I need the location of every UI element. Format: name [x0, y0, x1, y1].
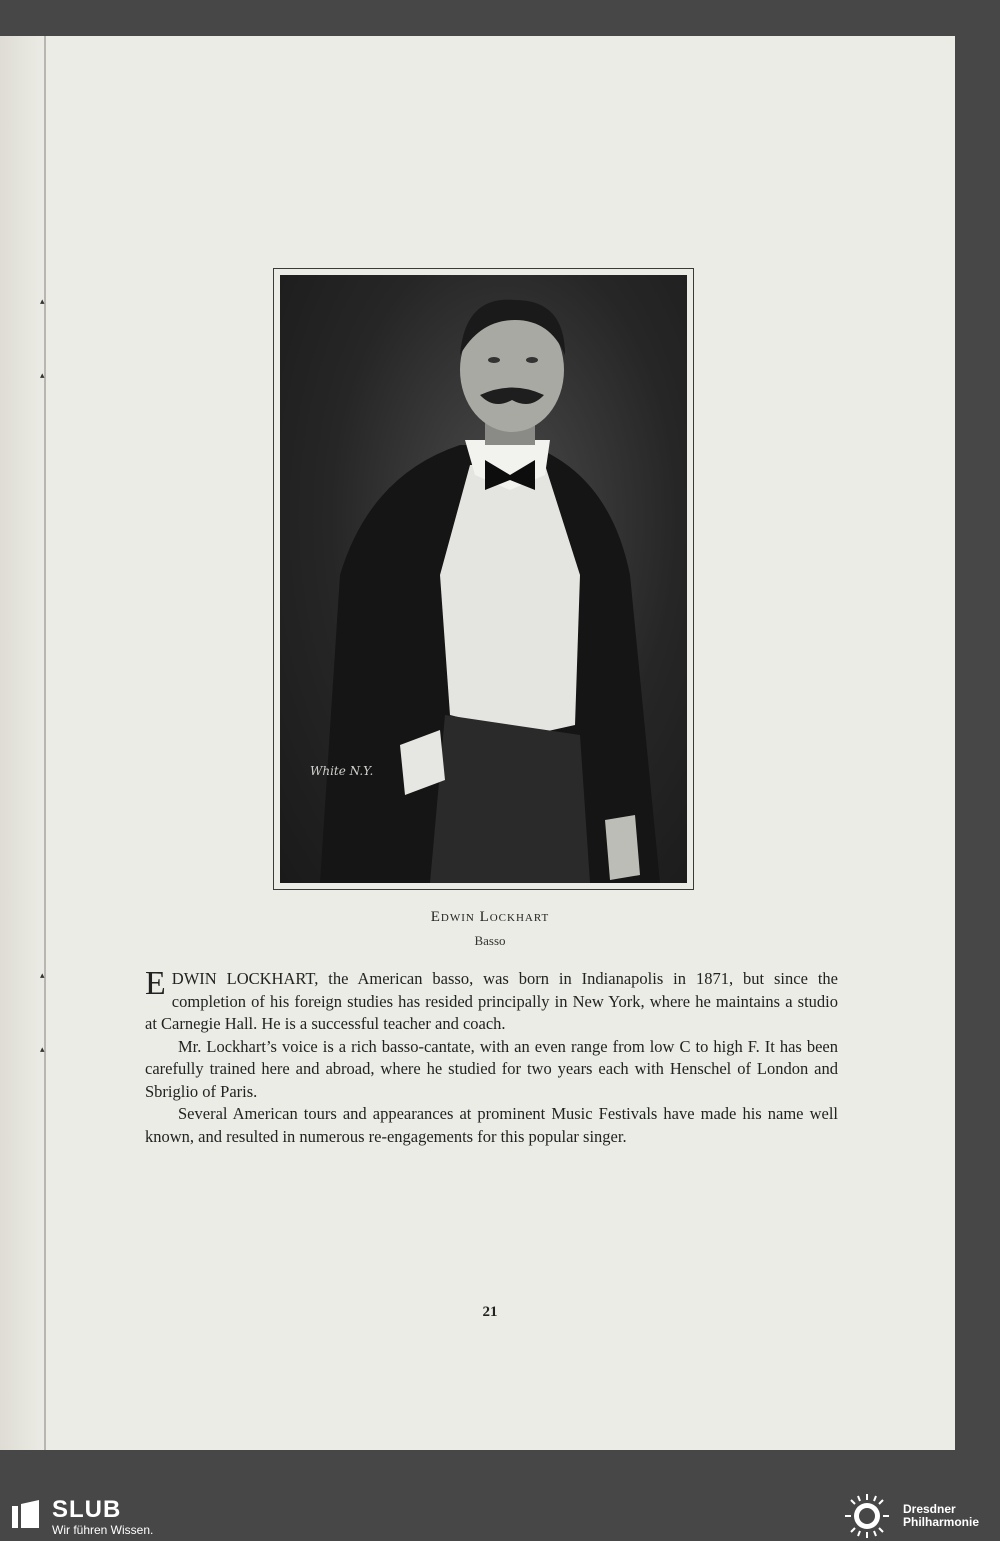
- slub-tagline: Wir führen Wissen.: [52, 1523, 154, 1537]
- eye: [488, 357, 500, 363]
- caption-role: Basso: [474, 933, 506, 948]
- portrait-illustration: [280, 275, 687, 883]
- eye: [526, 357, 538, 363]
- staple-mark: ▴: [40, 296, 45, 306]
- staple-mark: ▴: [40, 1044, 45, 1054]
- trousers-shape: [430, 715, 590, 883]
- caption-name: Edwin Lockhart: [430, 909, 550, 925]
- staple-mark: ▴: [40, 370, 45, 380]
- slub-name[interactable]: SLUB: [52, 1496, 122, 1523]
- viewer-footer: [0, 1490, 1000, 1541]
- photographer-signature: White N.Y.: [310, 764, 374, 778]
- page-spine-shadow: [0, 36, 46, 1450]
- staple-mark: ▴: [40, 970, 45, 980]
- biography-text: [145, 965, 838, 1148]
- portrait-photo: [280, 275, 687, 883]
- right-hand: [605, 815, 640, 880]
- philharmonie-name[interactable]: [903, 1503, 979, 1529]
- philharmonie-logo-icon: [840, 1492, 894, 1540]
- page-number: 21: [482, 1304, 498, 1320]
- philharmonie-name-line1: Dresdner: [903, 1502, 956, 1516]
- paragraph-1: [145, 965, 838, 1036]
- document-page: [0, 36, 955, 1450]
- portrait-photo-frame: [273, 268, 694, 890]
- page-gutter: [44, 36, 46, 1450]
- drop-cap: E: [145, 965, 166, 1002]
- slub-logo-icon: [12, 1500, 40, 1528]
- philharmonie-name-line2: Philharmonie: [903, 1515, 980, 1529]
- paragraph-2: Mr. Lockhart’s voice is a rich basso-cantate, with an even range from low C to high F. It has been carefully trained here and abroad, where he studied for two years each with Henschel of London and Sbriglio of Paris.: [145, 1036, 838, 1101]
- paragraph-3: Several American tours and appearances at prominent Music Festivals have made his name well known, and resulted in numerous re-engagements for this popular singer.: [145, 1104, 838, 1146]
- paragraph-1-text: DWIN LOCKHART, the American basso, was born in Indianapolis in 1871, but since the completion of his foreign studies has resided principally in New York, where he maintains a studio at Carnegie Hall. He is a successful teacher and coach.: [145, 969, 838, 1033]
